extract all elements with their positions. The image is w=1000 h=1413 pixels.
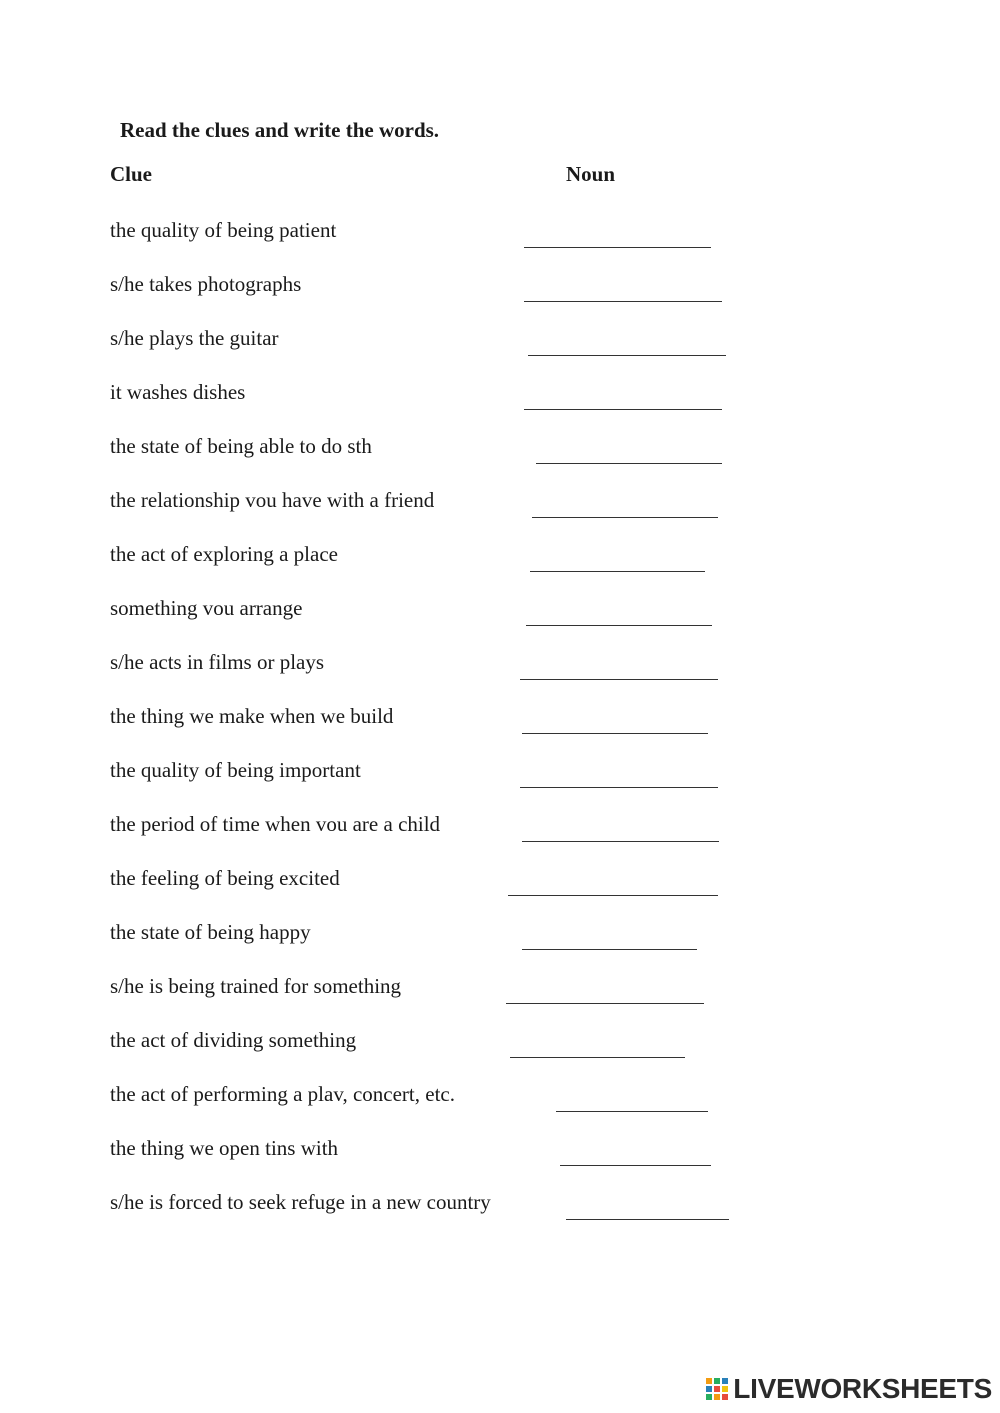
clue-row — [0, 1134, 1000, 1174]
noun-answer-field[interactable] — [532, 496, 718, 518]
noun-answer-field[interactable] — [524, 388, 722, 410]
clue-text: it washes dishes — [110, 380, 246, 404]
clue-text: s/he is forced to seek refuge in a new country — [110, 1190, 491, 1214]
clue-row — [0, 216, 1000, 256]
clue-text: the thing we make when we build — [110, 704, 394, 728]
clue-text: the quality of being patient — [110, 218, 337, 242]
clue-text: s/he acts in films or plays — [110, 650, 325, 674]
clue-column-header: Clue — [110, 162, 152, 186]
clue-text: the feeling of being excited — [110, 866, 340, 890]
noun-answer-field[interactable] — [508, 874, 718, 896]
clue-row — [0, 378, 1000, 418]
clue-text: the state of being able to do sth — [110, 434, 372, 458]
clue-row — [0, 486, 1000, 526]
noun-answer-field[interactable] — [556, 1090, 708, 1112]
clue-text: something vou arrange — [110, 596, 303, 620]
clue-row — [0, 594, 1000, 634]
clue-row — [0, 648, 1000, 688]
clue-text: the act of performing a plav, concert, etc. — [110, 1082, 455, 1106]
clue-row — [0, 1026, 1000, 1066]
noun-answer-field[interactable] — [506, 982, 704, 1004]
liveworksheets-logo-icon — [705, 1377, 729, 1401]
clue-row — [0, 810, 1000, 850]
clue-row — [0, 864, 1000, 904]
liveworksheets-wordmark: LIVEWORKSHEETS — [733, 1373, 992, 1404]
noun-answer-field[interactable] — [524, 226, 711, 248]
noun-column-header: Noun — [566, 162, 616, 186]
clue-text: the thing we open tins with — [110, 1136, 339, 1160]
noun-answer-field[interactable] — [528, 334, 726, 356]
noun-answer-field[interactable] — [560, 1144, 711, 1166]
clue-text: the quality of being important — [110, 758, 361, 782]
clue-text: the relationship vou have with a friend — [110, 488, 435, 512]
noun-answer-field[interactable] — [530, 550, 705, 572]
clue-row — [0, 1080, 1000, 1120]
clue-row — [0, 270, 1000, 310]
noun-answer-field[interactable] — [520, 766, 718, 788]
liveworksheets-brand — [705, 1373, 992, 1405]
noun-answer-field[interactable] — [536, 442, 722, 464]
clue-row — [0, 432, 1000, 472]
instruction-heading: Read the clues and write the words. — [120, 118, 440, 142]
clue-row — [0, 756, 1000, 796]
noun-answer-field[interactable] — [526, 604, 712, 626]
clue-text: the act of dividing something — [110, 1028, 357, 1052]
clue-row — [0, 540, 1000, 580]
clue-text: the act of exploring a place — [110, 542, 338, 566]
clue-text: s/he plays the guitar — [110, 326, 279, 350]
noun-answer-field[interactable] — [522, 928, 697, 950]
clue-row — [0, 702, 1000, 742]
clue-text: the period of time when vou are a child — [110, 812, 441, 836]
noun-answer-field[interactable] — [522, 712, 708, 734]
noun-answer-field[interactable] — [522, 820, 719, 842]
clue-text: s/he takes photographs — [110, 272, 302, 296]
noun-answer-field[interactable] — [510, 1036, 685, 1058]
noun-answer-field[interactable] — [524, 280, 722, 302]
noun-answer-field[interactable] — [566, 1198, 729, 1220]
noun-answer-field[interactable] — [520, 658, 718, 680]
clue-text: the state of being happy — [110, 920, 311, 944]
clue-text: s/he is being trained for something — [110, 974, 402, 998]
clue-row — [0, 1188, 1000, 1228]
clue-row — [0, 324, 1000, 364]
clue-row — [0, 972, 1000, 1012]
clue-row — [0, 918, 1000, 958]
